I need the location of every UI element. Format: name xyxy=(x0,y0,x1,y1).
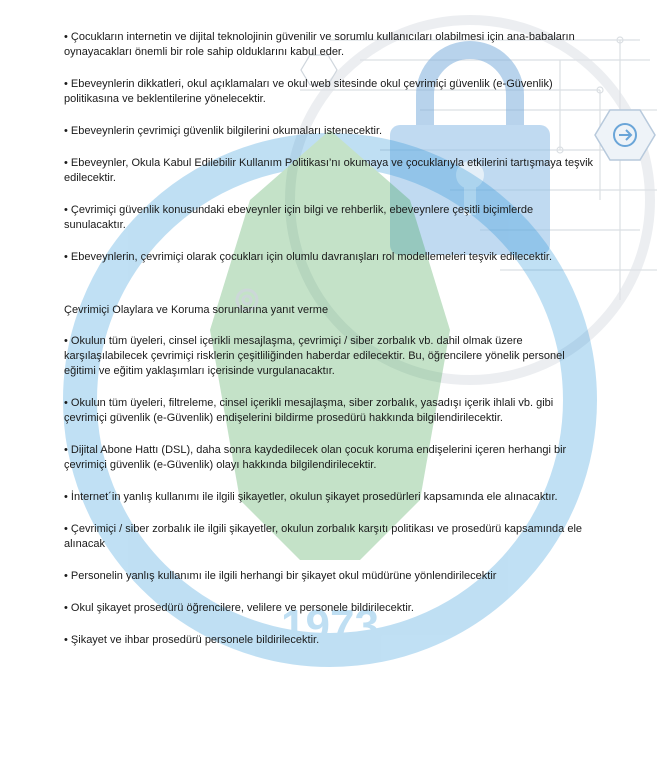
section-parents xyxy=(64,30,594,265)
document-body xyxy=(64,30,594,665)
bullet-paragraph: • Ebeveynlerin çevrimiçi güvenlik bilgilerini okumaları istenecektir. xyxy=(64,125,383,137)
bullet-paragraph: • Çevrimiçi güvenlik konusundaki ebeveynler için bilgi ve rehberlik, ebeveynlere çeşitli biçimlerde sunulacaktır. xyxy=(64,204,534,231)
bullet-paragraph: • Dijital Abone Hattı (DSL), daha sonra kaydedilecek olan çocuk koruma endişelerini içeren herhangi bir çevrimiçi güvenlik (e-Güvenlik) olayı hakkında bilgilendirilecektir. xyxy=(64,444,567,471)
bullet-paragraph: • Personelin yanlış kullanımı ile ilgili herhangi bir şikayet okul müdürüne yönlendirilecektir xyxy=(64,570,497,582)
bullet-paragraph: • Çocukların internetin ve dijital teknolojinin güvenilir ve sorumlu kullanıcıları olabilmesi için ana-babaların oynayacakları önemli bir role sahip olduklarını kabul eder. xyxy=(64,31,575,58)
seal-year: 1973 xyxy=(281,601,379,650)
bullet-paragraph: • Ebeveynlerin dikkatleri, okul açıklamaları ve okul web sitesinde okul çevrimiçi güvenlik (e-Güvenlik) politikasına ve beklentilerine yönelecektir. xyxy=(64,78,553,105)
bullet-paragraph: • Ebeveynler, Okula Kabul Edilebilir Kullanım Politikası’nı okumaya ve çocuklarıyla etkilerini tartışmaya teşvik edilecektir. xyxy=(64,157,594,184)
bullet-paragraph: • Okul şikayet prosedürü öğrencilere, velilere ve personele bildirilecektir. xyxy=(64,602,414,614)
bullet-paragraph: • Okulun tüm üyeleri, filtreleme, cinsel içerikli mesajlaşma, siber zorbalık, yasadışı içerik ihlali vb. gibi çevrimiçi güvenlik (e-Güvenlik) endişelerini bildirme prosedürü hakkında bilgilendirilecektir. xyxy=(64,397,554,424)
bullet-paragraph: • Şikayet ve ihbar prosedürü personele bildirilecektir. xyxy=(64,634,320,646)
bullet-paragraph: • Ebeveynlerin, çevrimiçi olarak çocukları için olumlu davranışları rol modellemeleri teşvik edilecektir. xyxy=(64,251,553,263)
section-incidents xyxy=(64,334,594,648)
bullet-paragraph: • Çevrimiçi / siber zorbalık ile ilgili şikayetler, okulun zorbalık karşıtı politikası ve prosedürü kapsamında ele alınacak xyxy=(64,523,583,550)
section-heading: Çevrimiçi Olaylara ve Koruma sorunlarına yanıt verme xyxy=(64,304,329,316)
bullet-paragraph: • İnternet´in yanlış kullanımı ile ilgili şikayetler, okulun şikayet prosedürleri kapsamında ele alınacaktır. xyxy=(64,491,558,503)
bullet-paragraph: • Okulun tüm üyeleri, cinsel içerikli mesajlaşma, çevrimiçi / siber zorbalık vb. dahil olmak üzere karşılaşılabilecek çevrimiçi risklerin çeşitliliğinden haberdar edilecektir. Bu, öğrencilere yönelik personel eğitimi ve eğitim yaklaşımları içerisinde vurgulanacaktır. xyxy=(64,335,565,377)
